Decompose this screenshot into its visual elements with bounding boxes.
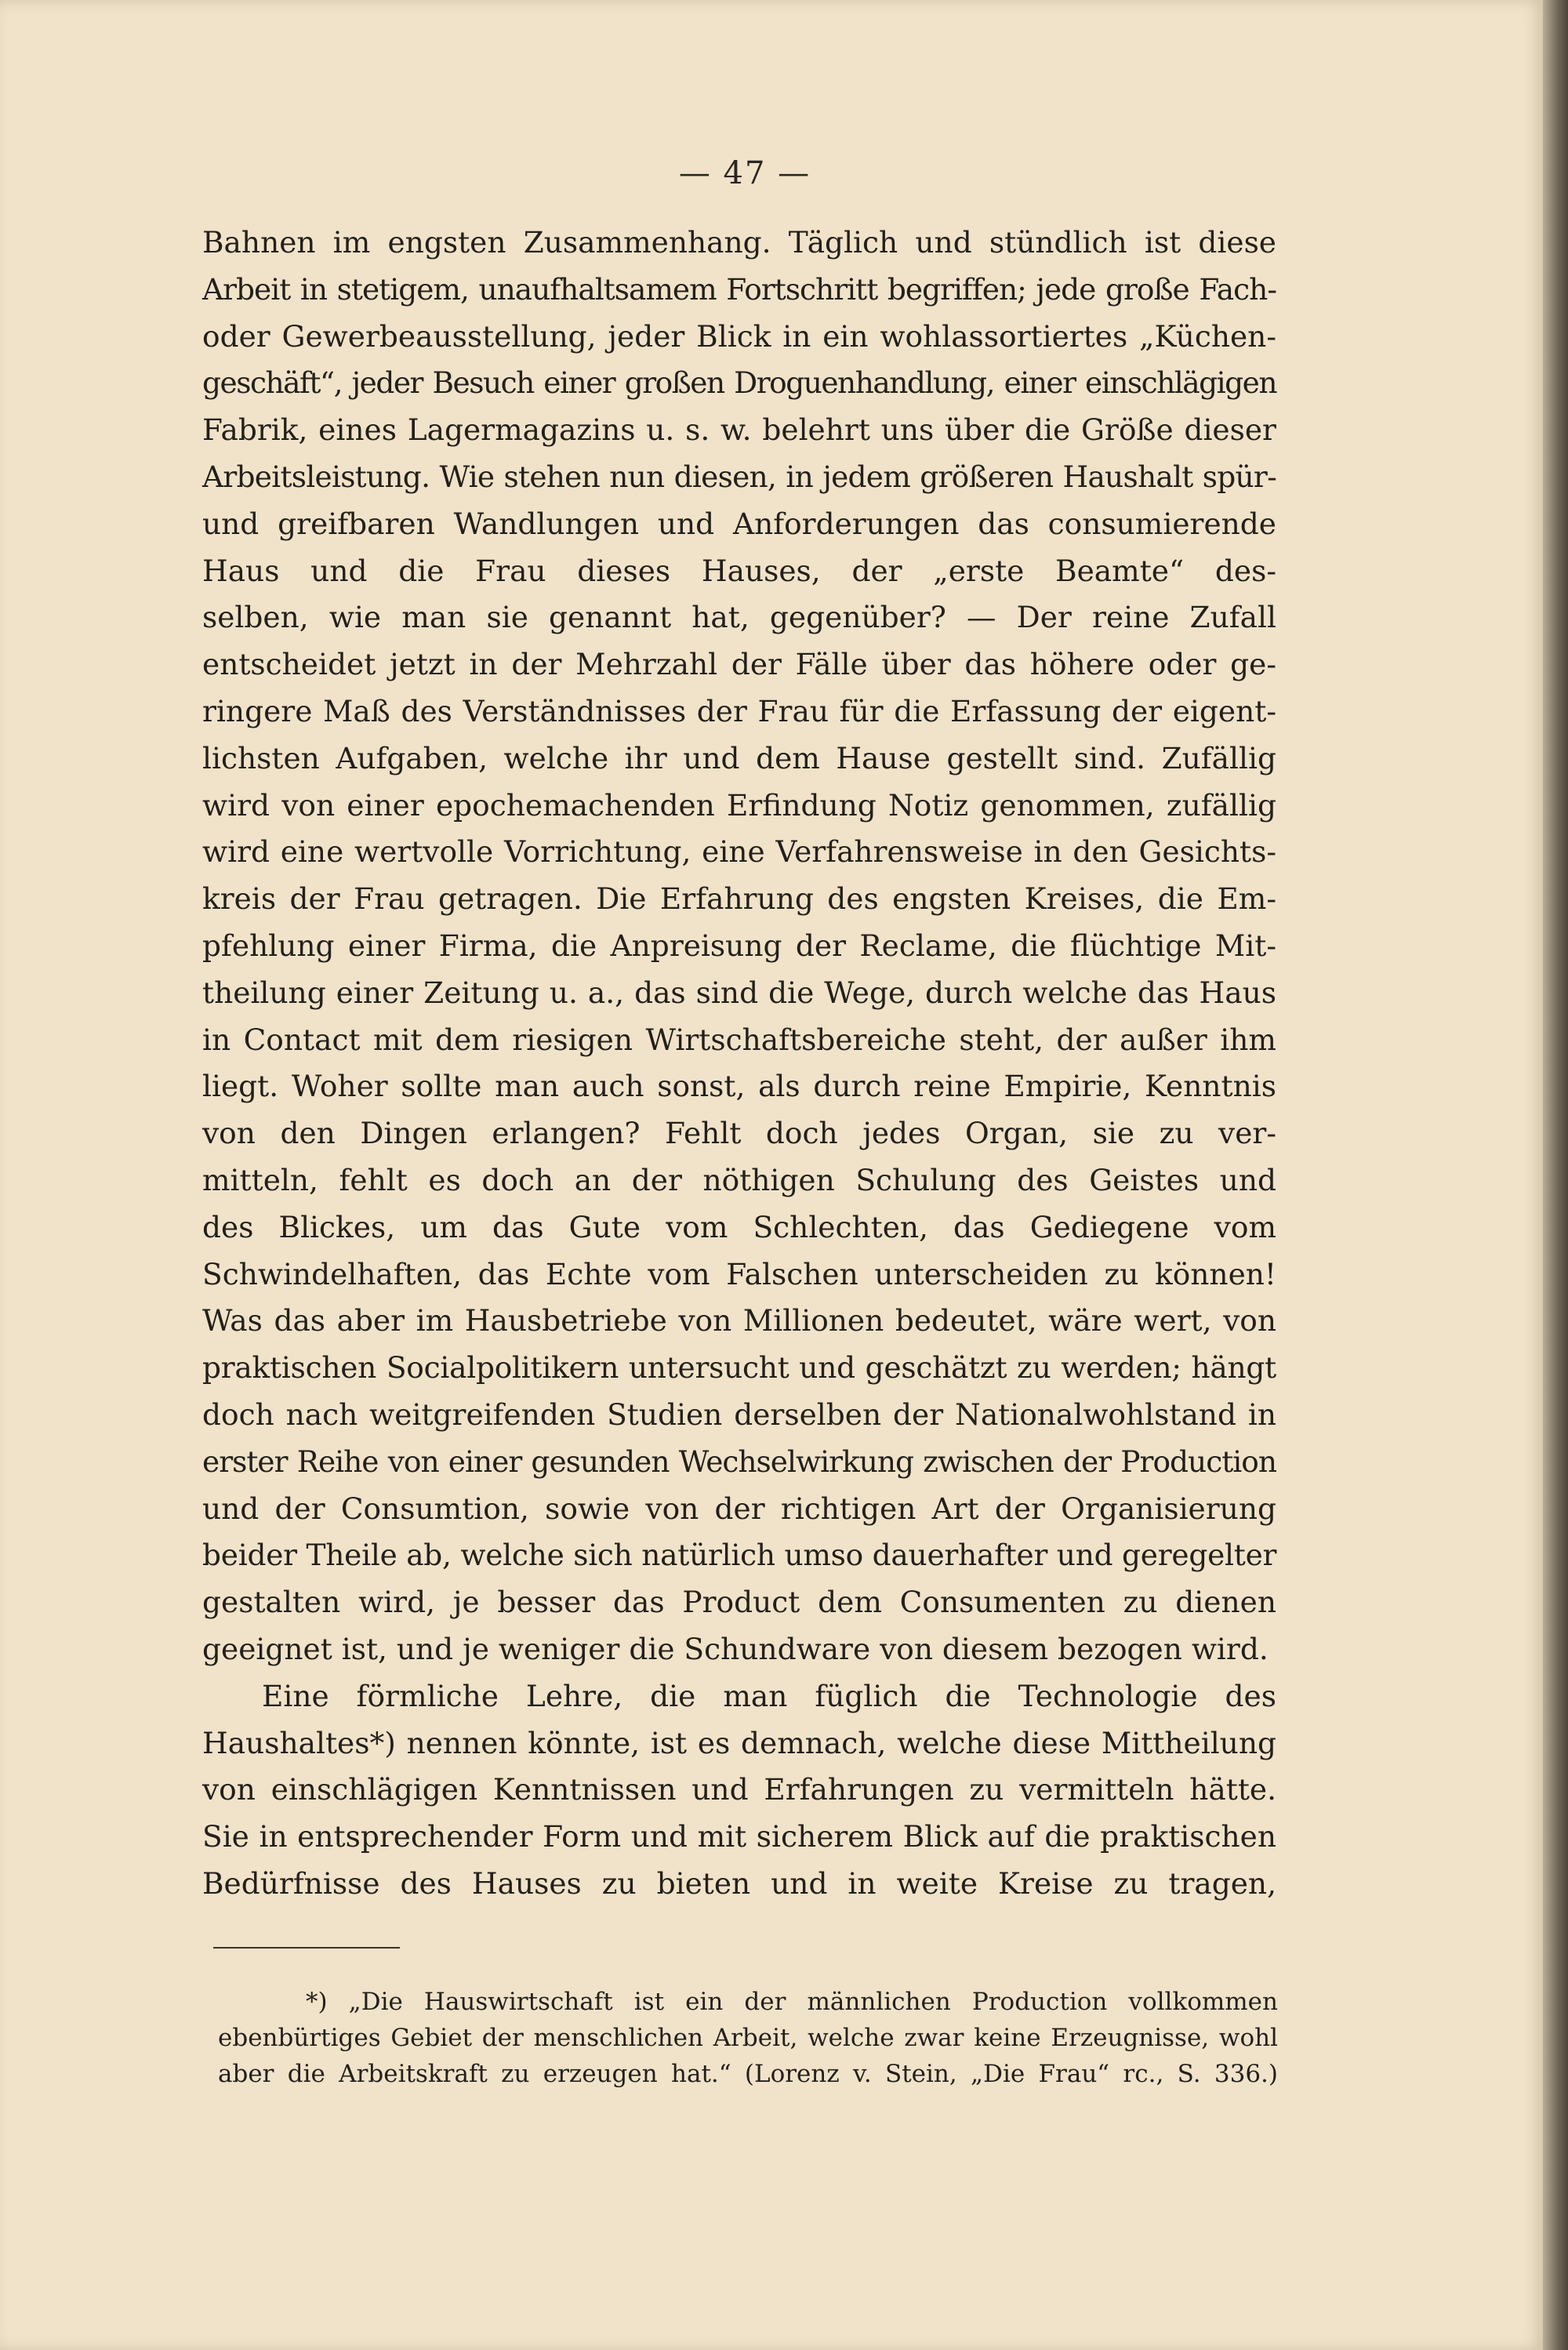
- text-line: praktischen Socialpolitikern untersucht und geschätzt zu werden; hängt: [202, 1350, 1276, 1386]
- text-line: mitteln, fehlt es doch an der nöthigen Schulung des Geistes und: [202, 1162, 1276, 1197]
- page-number: — 47 —: [678, 155, 811, 191]
- text-line: in Contact mit dem riesigen Wirtschaftsbereiche steht, der außer ihm: [202, 1022, 1276, 1057]
- text-line: entscheidet jetzt in der Mehrzahl der Fälle über das höhere oder ge-: [202, 647, 1276, 682]
- text-line: Bahnen im engsten Zusammenhang. Täglich und stündlich ist diese: [202, 225, 1276, 260]
- footnote-line: aber die Arbeitskraft zu erzeugen hat.“ (Lorenz v. Stein, „Die Frau“ rc., S. 336.): [218, 2060, 1278, 2088]
- text-line: von einschlägigen Kenntnissen und Erfahrungen zu vermitteln hätte.: [202, 1772, 1276, 1807]
- text-line: geeignet ist, und je weniger die Schundware von diesem bezogen wird.: [202, 1631, 1269, 1666]
- text-line: Haus und die Frau dieses Hauses, der „erste Beamte“ des-: [202, 553, 1276, 588]
- footnote-line: *) „Die Hauswirtschaft ist ein der männlichen Production vollkommen: [306, 1988, 1278, 2016]
- text-line: geschäft“, jeder Besuch einer großen Droguenhandlung, einer einschlägigen: [202, 365, 1276, 401]
- text-line: liegt. Woher sollte man auch sonst, als durch reine Empirie, Kenntnis: [202, 1069, 1276, 1104]
- text-line: Arbeit in stetigem, unaufhaltsamem Fortschritt begriffen; jede große Fach-: [202, 271, 1276, 307]
- text-line: doch nach weitgreifenden Studien derselben der Nationalwohlstand in: [202, 1397, 1276, 1432]
- text-line: theilung einer Zeitung u. a., das sind die Wege, durch welche das Haus: [202, 975, 1276, 1010]
- text-line: Arbeitsleistung. Wie stehen nun diesen, in jedem größeren Haushalt spür-: [202, 459, 1276, 494]
- text-line: ringere Maß des Verständnisses der Frau für die Erfassung der eigent-: [202, 693, 1276, 728]
- text-line: Haushaltes*) nennen könnte, ist es demnach, welche diese Mittheilung: [202, 1725, 1276, 1760]
- footnote-line: ebenbürtiges Gebiet der menschlichen Arbeit, welche zwar keine Erzeugnisse, wohl: [218, 2024, 1278, 2052]
- text-line: erster Reihe von einer gesunden Wechselwirkung zwischen der Production: [202, 1444, 1276, 1479]
- footnote-divider: [213, 1947, 400, 1949]
- text-line: beider Theile ab, welche sich natürlich umso dauerhafter und geregelter: [202, 1538, 1277, 1573]
- page-edge: [1543, 0, 1568, 2350]
- text-line: Was das aber im Hausbetriebe von Millionen bedeutet, wäre wert, von: [202, 1303, 1276, 1338]
- text-line: von den Dingen erlangen? Fehlt doch jedes Organ, sie zu ver-: [202, 1116, 1276, 1151]
- text-line: lichsten Aufgaben, welche ihr und dem Hause gestellt sind. Zufällig: [202, 740, 1276, 775]
- text-line: Schwindelhaften, das Echte vom Falschen unterscheiden zu können!: [202, 1256, 1276, 1291]
- text-line: oder Gewerbeausstellung, jeder Blick in ein wohlassortiertes „Küchen-: [202, 318, 1276, 354]
- text-line: wird eine wertvolle Vorrichtung, eine Verfahrensweise in den Gesichts-: [202, 834, 1276, 870]
- text-line: gestalten wird, je besser das Product dem Consumenten zu dienen: [202, 1585, 1276, 1620]
- text-line: Eine förmliche Lehre, die man füglich die Technologie des: [262, 1678, 1276, 1713]
- text-line: Fabrik, eines Lagermagazins u. s. w. belehrt uns über die Größe dieser: [202, 412, 1276, 448]
- text-line: und der Consumtion, sowie von der richtigen Art der Organisierung: [202, 1491, 1276, 1526]
- text-line: selben, wie man sie genannt hat, gegenüber? — Der reine Zufall: [202, 600, 1276, 635]
- text-line: kreis der Frau getragen. Die Erfahrung des engsten Kreises, die Em-: [202, 881, 1276, 917]
- text-line: wird von einer epochemachenden Erfindung Notiz genommen, zufällig: [202, 787, 1276, 823]
- text-line: des Blickes, um das Gute vom Schlechten, das Gediegene vom: [202, 1209, 1276, 1244]
- text-line: pfehlung einer Firma, die Anpreisung der Reclame, die flüchtige Mit-: [202, 928, 1276, 963]
- text-line: Bedürfnisse des Hauses zu bieten und in weite Kreise zu tragen,: [202, 1865, 1276, 1901]
- text-line: und greifbaren Wandlungen und Anforderungen das consumierende: [202, 506, 1276, 541]
- footnote: [218, 1984, 1278, 2092]
- text-line: Sie in entsprechender Form und mit sicherem Blick auf die praktischen: [202, 1819, 1276, 1854]
- body-text: [202, 220, 1276, 1908]
